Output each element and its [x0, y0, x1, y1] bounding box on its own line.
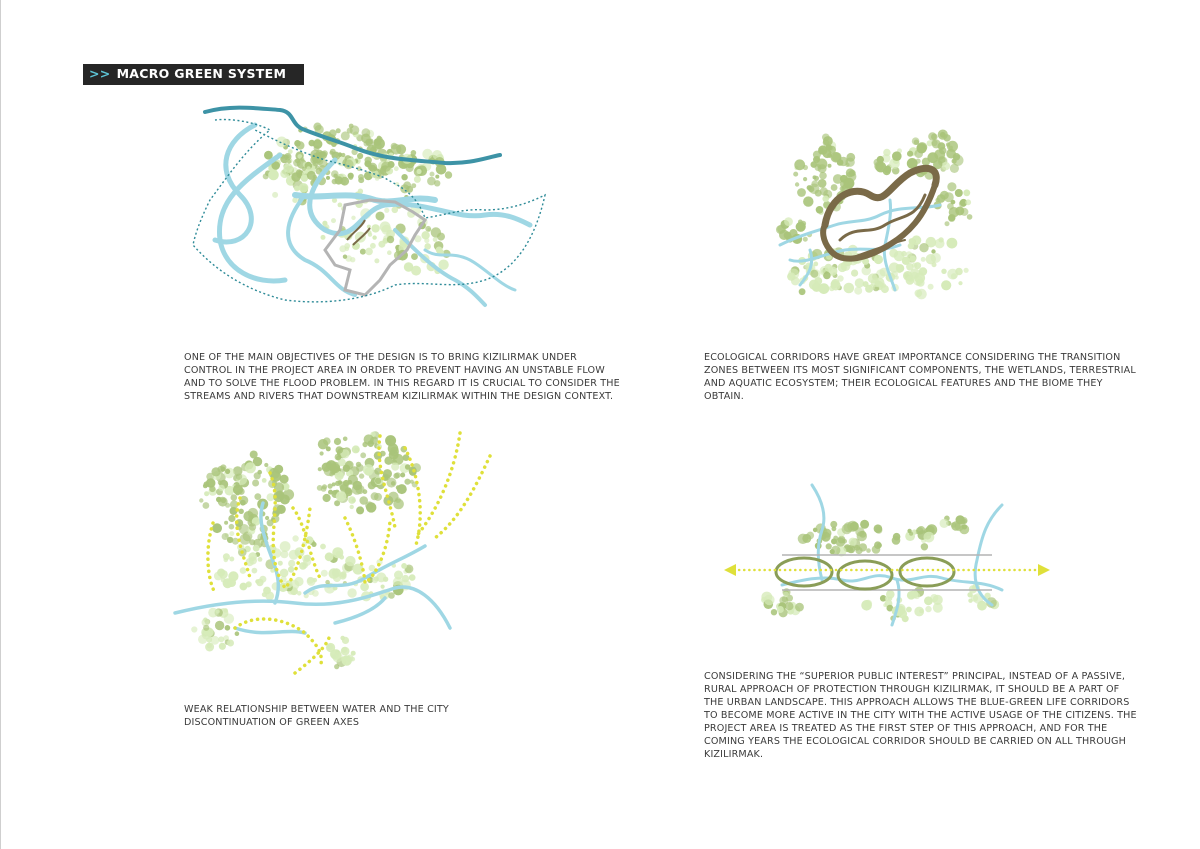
arrow-left-icon: [724, 564, 736, 576]
caption-top-left: ONE OF THE MAIN OBJECTIVES OF THE DESIGN IS TO BRING KIZILIRMAK UNDER CONTROL IN THE PROJECT AREA IN ORDER TO PREVENT HAVING AN UNSTABLE FLOW AND TO SOLVE THE FLOOD PROBLEM. IN THIS REGARD IT IS CRUCIAL TO CONSIDER THE STREAMS AND RIVERS THAT DOWNSTREAM KIZILIRMAK WITHIN THE DESIGN CONTEXT.: [184, 352, 620, 402]
caption-bottom-left: WEAK RELATIONSHIP BETWEEN WATER AND THE CITY DISCONTINUATION OF GREEN AXES: [184, 704, 449, 728]
diagram-water-system: [185, 100, 555, 305]
section-header: [83, 64, 304, 85]
chevron-icon: >>: [89, 66, 111, 81]
diagram-urban-corridor: [722, 480, 1052, 640]
green-clusters: [761, 515, 999, 622]
section-title: MACRO GREEN SYSTEM: [116, 66, 287, 81]
page-edge: [0, 0, 1, 849]
arrow-right-icon: [1038, 564, 1050, 576]
corridor-ellipses: [776, 558, 954, 589]
diagram-ecological-corridor: [770, 125, 970, 310]
main-river: [205, 108, 500, 163]
green-clusters: [776, 130, 972, 300]
caption-top-right: ECOLOGICAL CORRIDORS HAVE GREAT IMPORTANCE CONSIDERING THE TRANSITION ZONES BETWEEN ITS MOST SIGNIFICANT COMPONENTS, THE WETLANDS, TERRESTRIAL AND AQUATIC ECOSYSTEM; THEIR ECOLOGICAL FEATURES AND THE BIOME THEY OBTAIN.: [704, 352, 1136, 402]
diagram-green-axes: [175, 428, 475, 678]
caption-bottom-right: CONSIDERING THE “SUPERIOR PUBLIC INTEREST” PRINCIPAL, INSTEAD OF A PASSIVE, RURAL APPROACH OF PROTECTION THROUGH KIZILIRMAK, IT SHOULD BE A PART OF THE URBAN LANDSCAPE. THIS APPROACH ALLOWS THE BLUE-GREEN LIFE CORRIDORS TO BECOME MORE ACTIVE IN THE CITY WITH THE ACTIVE USAGE OF THE CITIZENS. THE PROJECT AREA IS TREATED AS THE FIRST STEP OF THIS APPROACH, AND FOR THE COMING YEARS THE ECOLOGICAL CORRIDOR SHOULD BE CARRIED ON ALL THROUGH KIZILIRMAK.: [704, 671, 1137, 760]
